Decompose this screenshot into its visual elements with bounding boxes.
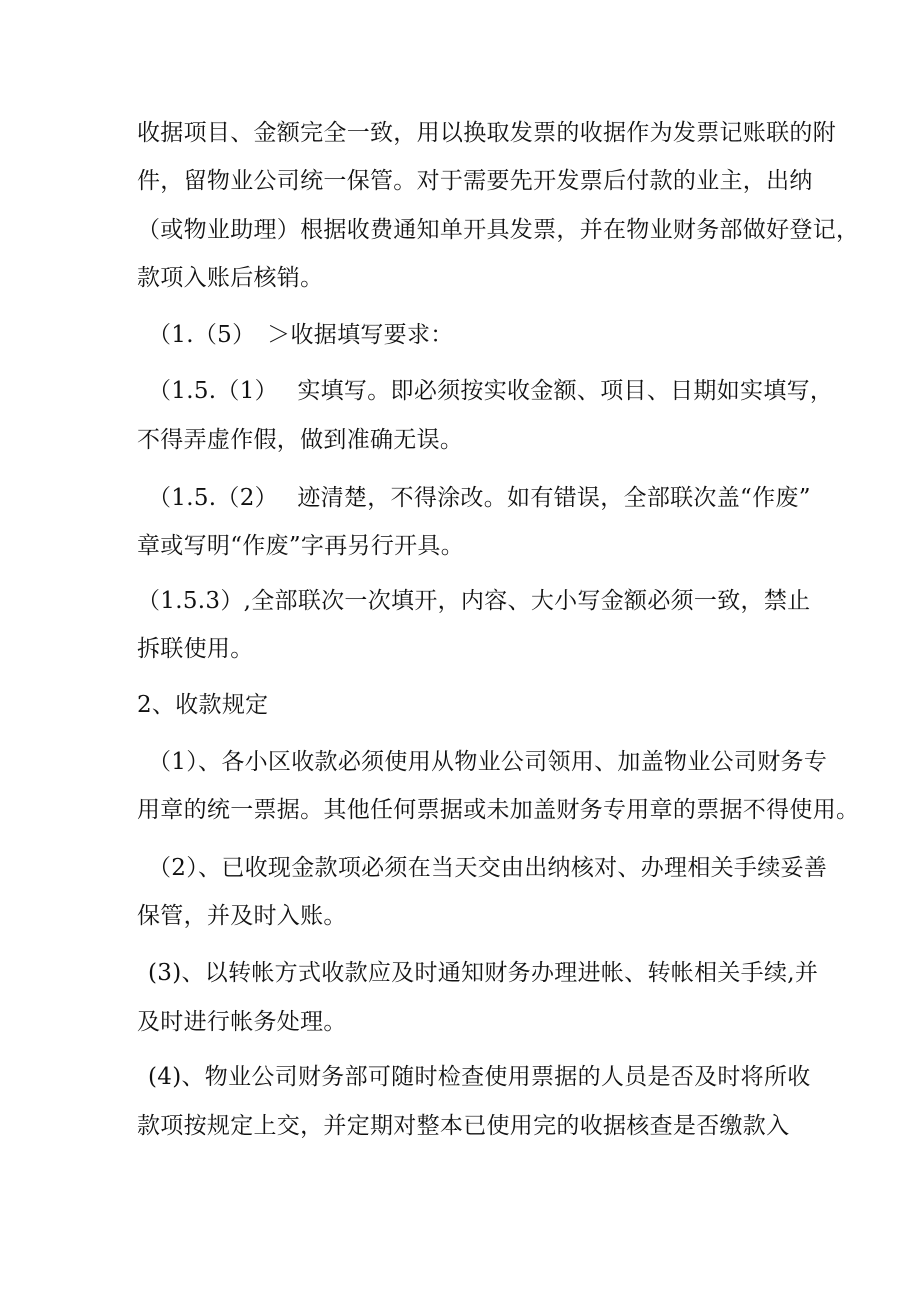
paragraph-line: 用章的统一票据。其他任何票据或未加盖财务专用章的票据不得使用。: [137, 797, 860, 823]
paragraph-line: (4)、物业公司财务部可随时检查使用票据的人员是否及时将所收: [148, 1064, 811, 1090]
paragraph-line: （1.5.（2） 迹清楚，不得涂改。如有错误，全部联次盖“作废”: [148, 485, 811, 511]
paragraph-line: 不得弄虚作假，做到准确无误。: [137, 427, 464, 453]
paragraph-line: 章或写明“作废”字再另行开具。: [137, 533, 465, 559]
paragraph-line: 款项按规定上交，并定期对整本已使用完的收据核查是否缴款入: [137, 1113, 790, 1139]
section-heading: 2、收款规定: [137, 692, 269, 718]
paragraph-line: 及时进行帐务处理。: [137, 1009, 347, 1035]
paragraph-line: （1.5.（1） 实填写。即必须按实收金额、项目、日期如实填写，: [148, 378, 834, 404]
paragraph-line: （2）、已收现金款项必须在当天交由出纳核对、办理相关手续妥善: [148, 855, 828, 881]
paragraph-line: 件，留物业公司统一保管。对于需要先开发票后付款的业主，出纳: [137, 168, 813, 194]
paragraph-line: 款项入账后核销。: [137, 265, 324, 291]
paragraph-line: 拆联使用。: [137, 636, 254, 662]
paragraph-line: 收据项目、金额完全一致，用以换取发票的收据作为发票记账联的附: [137, 120, 836, 146]
paragraph-line: (3)、以转帐方式收款应及时通知财务办理进帐、转帐相关手续,并: [148, 960, 819, 986]
paragraph-line: （或物业助理）根据收费通知单开具发票，并在物业财务部做好登记，: [137, 217, 860, 243]
paragraph-line: （1）、各小区收款必须使用从物业公司领用、加盖物业公司财务专: [148, 749, 828, 775]
section-heading: （1.（5） ＞收据填写要求：: [148, 322, 454, 348]
paragraph-line: 保管，并及时入账。: [137, 903, 347, 929]
paragraph-line: （1.5.3）,全部联次一次填开，内容、大小写金额必须一致，禁止: [137, 588, 811, 614]
